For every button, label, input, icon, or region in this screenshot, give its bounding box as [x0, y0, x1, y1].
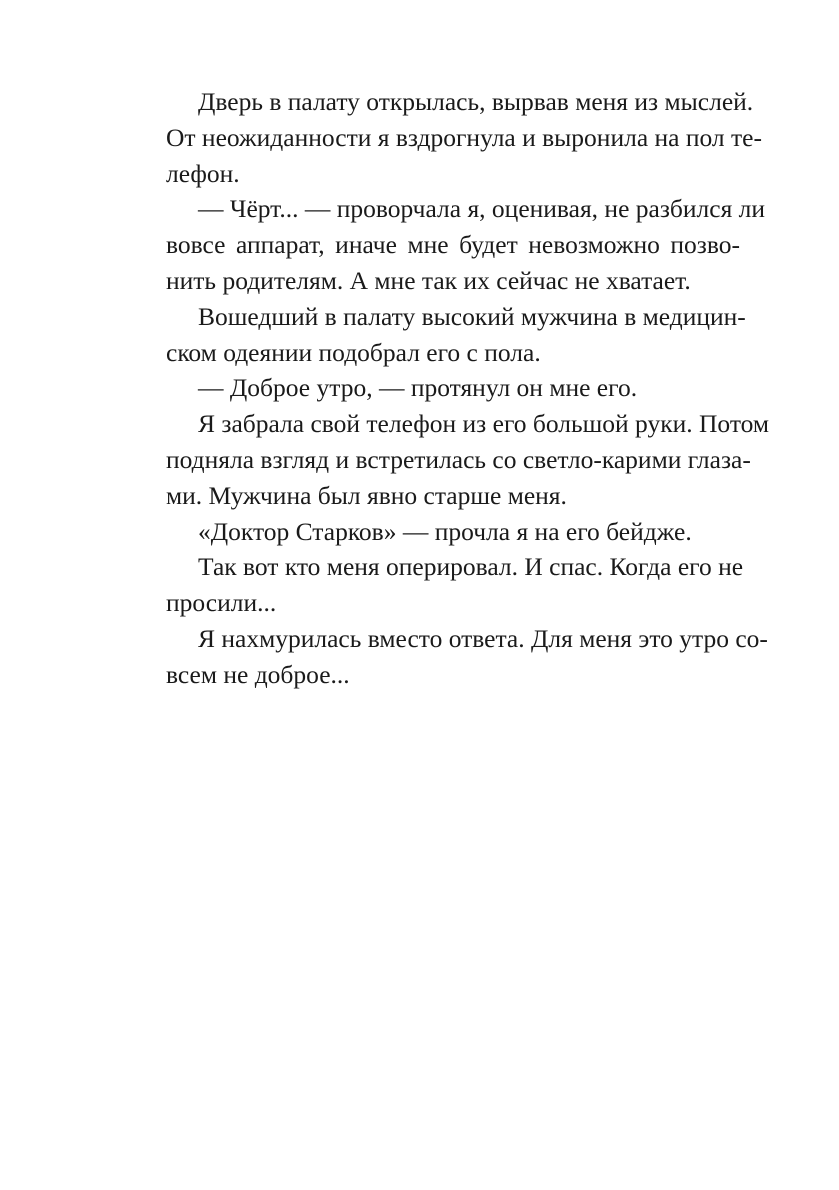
text-line: Я нахмурилась вместо ответа. Для меня это утро со-	[198, 623, 768, 653]
paragraph	[134, 406, 770, 513]
text-line: ском одеянии подобрал его с пола.	[166, 337, 541, 367]
paragraph	[134, 84, 762, 191]
text-line: — Доброе утро, — протянул он мне его.	[198, 373, 638, 403]
text-line: Вошедший в палату высокий мужчина в медицин-	[198, 301, 746, 331]
text-line: ми. Мужчина был явно старше меня.	[166, 480, 567, 510]
text-line: Я забрала свой телефон из его большой руки. Потом	[198, 409, 770, 439]
text-line: — Чёрт... — проворчала я, оценивая, не разбился ли	[198, 194, 766, 224]
text-line: всем не доброе...	[166, 659, 350, 689]
book-page	[134, 84, 770, 693]
paragraph	[134, 549, 744, 621]
paragraph	[134, 370, 740, 406]
paragraph	[134, 299, 746, 371]
paragraph	[134, 514, 740, 550]
text-line: лефон.	[166, 158, 240, 188]
text-line: Так вот кто меня оперировал. И спас. Когда его не	[198, 552, 744, 582]
text-line: вовсе аппарат, иначе мне будет невозможно позво-	[166, 230, 740, 260]
text-line: нить родителям. А мне так их сейчас не хватает.	[166, 265, 691, 295]
text-line: От неожиданности я вздрогнула и выронила на пол те-	[166, 122, 762, 152]
text-line: Дверь в палату открылась, вырвав меня из мыслей.	[198, 87, 754, 116]
text-line: подняла взгляд и встретилась со светло-карими глаза-	[166, 444, 751, 474]
text-line: «Доктор Старков» — прочла я на его бейдже.	[198, 516, 692, 546]
paragraph	[134, 191, 766, 298]
paragraph	[134, 621, 768, 693]
text-line: просили...	[166, 588, 277, 618]
